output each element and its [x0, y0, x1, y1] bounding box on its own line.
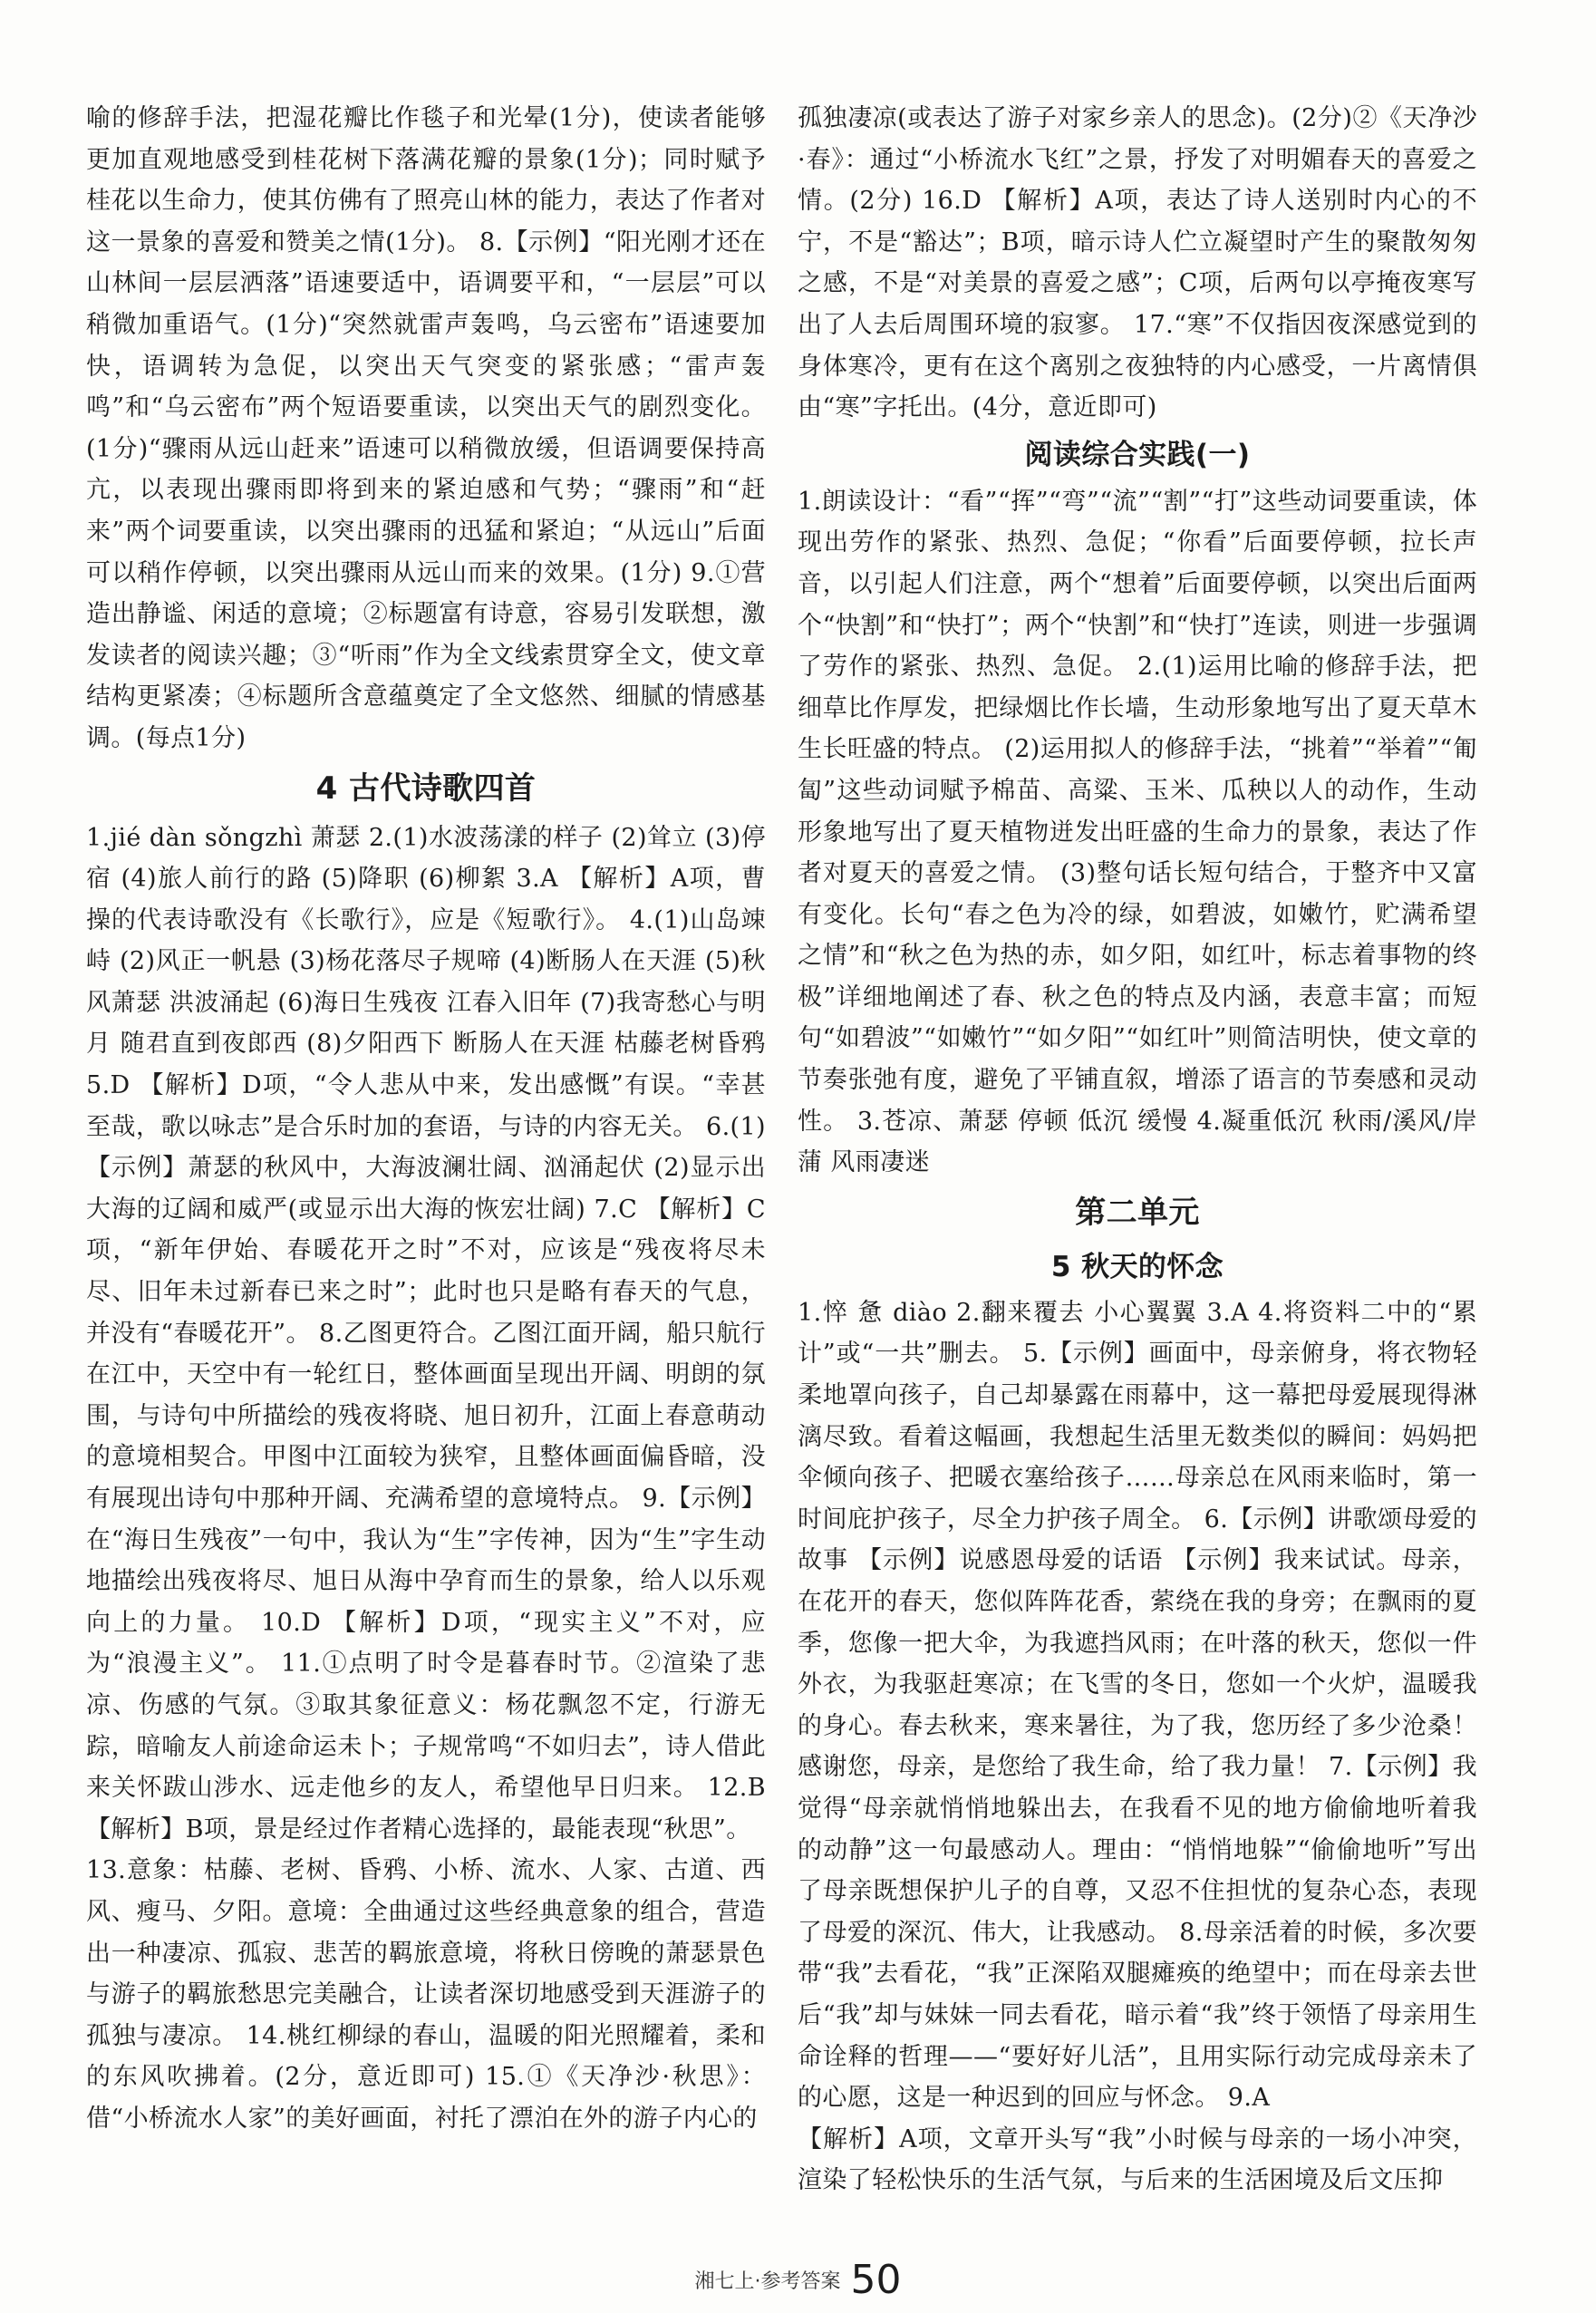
- footer-label: 湘七上·参考答案: [694, 2270, 841, 2293]
- right-paragraph-3: 1.悴 惫 diào 2.翻来覆去 小心翼翼 3.A 4.将资料二中的“累计”或“一共”删去。 5.【示例】画面中，母亲俯身，将衣物轻柔地罩向孩子，自己却暴露在雨幕中，这一幕把母爱展现得淋漓尽致。看着这幅画，我想起生活里无数类似的瞬间：妈妈把伞倾向孩子、把暖衣塞给孩子……母亲总在风雨来临时，第一时间庇护孩子，尽全力护孩子周全。 6.【示例】讲歌颂母爱的故事 【示例】说感恩母爱的话语 【示例】我来试试。母亲，在花开的春天，您似阵阵花香，萦绕在我的身旁；在飘雨的夏季，您像一把大伞，为我遮挡风雨；在叶落的秋天，您似一件外衣，为我驱赶寒凉；在飞雪的冬日，您如一个火炉，温暖我的身心。春去秋来，寒来暑往，为了我，您历经了多少沧桑！感谢您，母亲，是您给了我生命，给了我力量！ 7.【示例】我觉得“母亲就悄悄地躲出去，在我看不见的地方偷偷地听着我的动静”这一句最感动人。理由：“悄悄地躲”“偷偷地听”写出了母亲既想保护儿子的自尊，又忍不住担忧的复杂心态，表现了母爱的深沉、伟大，让我感动。 8.母亲活着的时候，多次要带“我”去看花，“我”正深陷双腿瘫痪的绝望中；而在母亲去世后“我”却与妹妹一同去看花，暗示着“我”终于领悟了母亲用生命诠释的哲理——“要好好儿活”，且用实际行动完成母亲未了的心愿，这是一种迟到的回应与怀念。 9.A: [798, 1298, 1477, 2113]
- page-footer: [0, 2257, 1596, 2303]
- section-5-title: 5 秋天的怀念: [1050, 1250, 1224, 1283]
- unit-two-title: 第二单元: [1075, 1194, 1200, 1231]
- page-number: 50: [850, 2257, 902, 2303]
- section-4-title: 4 古代诗歌四首: [315, 769, 537, 807]
- left-column: [86, 98, 766, 2140]
- left-paragraph-3: 13.意象：枯藤、老树、昏鸦、小桥、流水、人家、古道、西风、瘦马、夕阳。意境：全曲通过这些经典意象的组合，营造出一种凄凉、孤寂、悲苦的羁旅意境，将秋日傍晚的萧瑟景色与游子的羁旅愁思完美融合，让读者深切地感受到天涯游子的孤独与凄凉。 14.桃红柳绿的春山，温暖的阳光照耀着，柔和的东风吹拂着。(2分，意近即可) 15.①《天净沙·秋思》：借“小桥流水人家”的美好画面，衬托了漂泊在外的游子内心的: [86, 1856, 766, 2133]
- left-paragraph-1: 喻的修辞手法，把湿花瓣比作毯子和光晕(1分)，使读者能够更加直观地感受到桂花树下落满花瓣的景象(1分)；同时赋予桂花以生命力，使其仿佛有了照亮山林的能力，表达了作者对这一景象的喜爱和赞美之情(1分)。 8.【示例】“阳光刚才还在山林间一层层洒落”语速要适中，语调要平和，“一层层”可以稍微加重语气。(1分)“突然就雷声轰鸣，乌云密布”语速要加快，语调转为急促，以突出天气突变的紧张感；“雷声轰鸣”和“乌云密布”两个短语要重读，以突出天气的剧烈变化。(1分)“骤雨从远山赶来”语速可以稍微放缓，但语调要保持高亢，以表现出骤雨即将到来的紧迫感和气势；“骤雨”和“赶来”两个词要重读，以突出骤雨的迅猛和紧迫；“从远山”后面可以稍作停顿，以突出骤雨从远山而来的效果。(1分) 9.①营造出静谧、闲适的意境；②标题富有诗意，容易引发联想，激发读者的阅读兴趣；③“听雨”作为全文线索贯穿全文，使文章结构更紧凑；④标题所含意蕴奠定了全文悠然、细腻的情感基调。(每点1分): [86, 104, 766, 752]
- right-paragraph-4: 【解析】A项，文章开头写“我”小时候与母亲的一场小冲突，渲染了轻松快乐的生活气氛，与后来的生活困境及后文压抑: [798, 2124, 1477, 2195]
- right-paragraph-2: 1.朗读设计：“看”“挥”“弯”“流”“割”“打”这些动词要重读，体现出劳作的紧张、热烈、急促；“你看”后面要停顿，拉长声音，以引起人们注意，两个“想着”后面要停顿，以突出后面两个“快割”和“快打”；两个“快割”和“快打”连读，则进一步强调了劳作的紧张、热烈、急促。 2.(1)运用比喻的修辞手法，把细草比作厚发，把绿烟比作长墙，生动形象地写出了夏天草木生长旺盛的特点。 (2)运用拟人的修辞手法，“挑着”“举着”“匍匐”这些动词赋予棉苗、高粱、玉米、瓜秧以人的动作，生动形象地写出了夏天植物迸发出旺盛的生命力的景象，表达了作者对夏天的喜爱之情。 (3)整句话长短句结合，于整齐中又富有变化。长句“春之色为冷的绿，如碧波，如嫩竹，贮满希望之情”和“秋之色为热的赤，如夕阳，如红叶，标志着事物的终极”详细地阐述了春、秋之色的特点及内涵，表意丰富；而短句“如碧波”“如嫩竹”“如夕阳”“如红叶”则简洁明快，使文章的节奏张弛有度，避免了平铺直叙，增添了语言的节奏感和灵动性。 3.苍凉、萧瑟 停顿 低沉 缓慢 4.凝重低沉 秋雨/溪风/岸蒲 风雨凄迷: [798, 487, 1477, 1177]
- right-paragraph-1: 孤独凄凉(或表达了游子对家乡亲人的思念)。(2分)②《天净沙·春》：通过“小桥流水飞红”之景，抒发了对明媚春天的喜爱之情。(2分) 16.D 【解析】A项，表达了诗人送别时内心的不宁，不是“豁达”；B项，暗示诗人伫立凝望时产生的聚散匆匆之感，不是“对美景的喜爱之感”；C项，后两句以亭掩夜寒写出了人去后周围环境的寂寥。 17.“寒”不仅指因夜深感觉到的身体寒冷，更有在这个离别之夜独特的内心感受，一片离情俱由“寒”字托出。(4分，意近即可): [798, 104, 1477, 422]
- reading-practice-title: 阅读综合实践(一): [1024, 438, 1251, 471]
- left-paragraph-2: 1.jié dàn sǒngzhì 萧瑟 2.(1)水波荡漾的样子 (2)耸立 (3)停宿 (4)旅人前行的路 (5)降职 (6)柳絮 3.A 【解析】A项，曹操的代表诗歌没有《长歌行》，应是《短歌行》。 4.(1)山岛竦峙 (2)风正一帆悬 (3)杨花落尽子规啼 (4)断肠人在天涯 (5)秋风萧瑟 洪波涌起 (6)海日生残夜 江春入旧年 (7)我寄愁心与明月 随君直到夜郎西 (8)夕阳西下 断肠人在天涯 枯藤老树昏鸦 5.D 【解析】D项，“令人悲从中来，发出感慨”有误。“幸甚至哉，歌以咏志”是合乐时加的套语，与诗的内容无关。 6.(1)【示例】萧瑟的秋风中，大海波澜壮阔、汹涌起伏 (2)显示出大海的辽阔和威严(或显示出大海的恢宏壮阔) 7.C 【解析】C项，“新年伊始、春暖花开之时”不对，应该是“残夜将尽未尽、旧年未过新春已来之时”；此时也只是略有春天的气息，并没有“春暖花开”。 8.乙图更符合。乙图江面开阔，船只航行在江中，天空中有一轮红日，整体画面呈现出开阔、明朗的氛围，与诗句中所描绘的残夜将晓、旭日初升，江面上春意萌动的意境相契合。甲图中江面较为狭窄，且整体画面偏昏暗，没有展现出诗句中那种开阔、充满希望的意境特点。 9.【示例】在“海日生残夜”一句中，我认为“生”字传神，因为“生”字生动地描绘出残夜将尽、旭日从海中孕育而生的景象，给人以乐观向上的力量。 10.D 【解析】D项，“现实主义”不对，应为“浪漫主义”。 11.①点明了时令是暮春时节。②渲染了悲凉、伤感的气氛。③取其象征意义：杨花飘忽不定，行游无踪，暗喻友人前途命运未卜；子规常鸣“不如归去”，诗人借此来关怀跋山涉水、远走他乡的友人，希望他早日归来。 12.B 【解析】B项，景是经过作者精心选择的，最能表现“秋思”。: [86, 823, 766, 1844]
- right-column: [798, 98, 1477, 2202]
